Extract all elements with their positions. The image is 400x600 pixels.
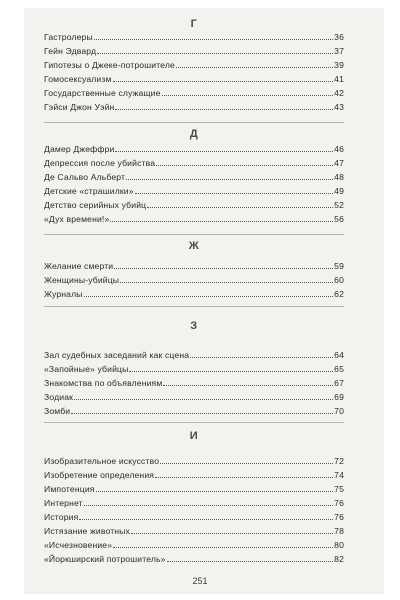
index-entry: «Исчезновение» 80: [44, 540, 344, 550]
index-entry: Зал судебных заседаний как сцена 64: [44, 350, 344, 360]
index-entry: Детство серийных убийц 52: [44, 200, 344, 210]
index-entry: Гейн Эдвард 37: [44, 46, 344, 56]
section-divider: [44, 306, 344, 307]
section-divider: [44, 422, 344, 423]
section-letter: З: [190, 320, 198, 332]
section-divider: [44, 122, 344, 123]
index-entry: История 76: [44, 512, 344, 522]
index-entry: Гастролеры 36: [44, 32, 344, 42]
section-letter: Г: [190, 18, 198, 30]
section-divider: [44, 234, 344, 235]
index-entry: Дамер Джеффри 46: [44, 144, 344, 154]
index-entry: Женщины-убийцы 60: [44, 275, 344, 285]
index-entry: Журналы 62: [44, 289, 344, 299]
index-entry: Изобретение определения 74: [44, 470, 344, 480]
index-entry: «Дух времени!» 56: [44, 214, 344, 224]
index-entry: Зомби 70: [44, 406, 344, 416]
index-entry: Гомосексуализм 41: [44, 74, 344, 84]
index-entry: Изобразительное искусство 72: [44, 456, 344, 466]
index-entry: Зодиак 69: [44, 392, 344, 402]
index-entry: Депрессия после убийства 47: [44, 158, 344, 168]
section-letter: Д: [189, 128, 199, 140]
page-number: 251: [192, 576, 208, 586]
index-entry: Государственные служащие 42: [44, 88, 344, 98]
index-entry: «Йоркширский потрошитель» 82: [44, 554, 344, 564]
index-entry: Истязание животных 78: [44, 526, 344, 536]
index-entry: Желание смерти 59: [44, 261, 344, 271]
index-entry: Импотенция 75: [44, 484, 344, 494]
section-letter: И: [189, 430, 199, 442]
index-entry: Интернет 76: [44, 498, 344, 508]
index-entry: Знакомства по объявлениям 67: [44, 378, 344, 388]
index-entry: Гэйси Джон Уэйн 43: [44, 102, 344, 112]
section-letter: Ж: [188, 240, 200, 252]
index-entry: Де Сальво Альберт 48: [44, 172, 344, 182]
index-entry: Гипотезы о Джеке-потрошителе 39: [44, 60, 344, 70]
index-entry: «Запойные» убийцы 65: [44, 364, 344, 374]
index-entry: Детские «страшилки» 49: [44, 186, 344, 196]
